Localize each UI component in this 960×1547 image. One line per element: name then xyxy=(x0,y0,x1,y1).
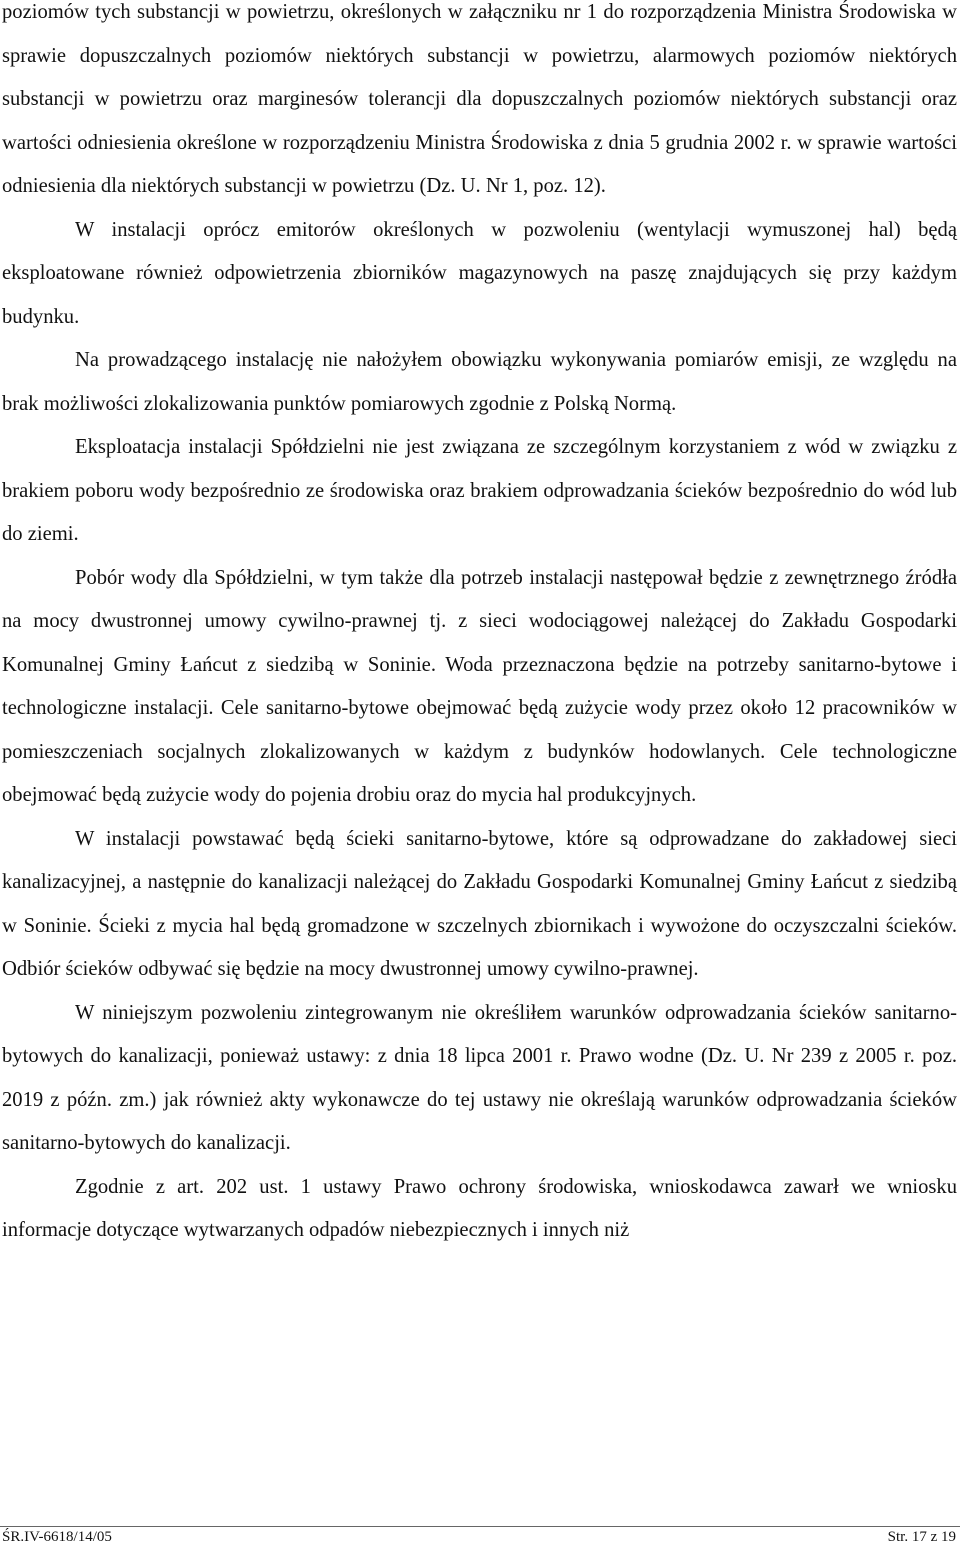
paragraph-8: Zgodnie z art. 202 ust. 1 ustawy Prawo ochrony środowiska, wnioskodawca zawarł we wniosku informacje dotyczące wytwarzanych odpadów niebezpiecznych i innych niż xyxy=(2,1175,957,1241)
footer-divider xyxy=(0,1526,960,1527)
document-body xyxy=(2,0,957,1253)
paragraph-3: Na prowadzącego instalację nie nałożyłem obowiązku wykonywania pomiarów emisji, ze względu na brak możliwości zlokalizowania punktów pomiarowych zgodnie z Polską Normą. xyxy=(2,349,957,415)
paragraph-7: W niniejszym pozwoleniu zintegrowanym nie określiłem warunków odprowadzania ścieków sanitarno-bytowych do kanalizacji, ponieważ ustawy: z dnia 18 lipca 2001 r. Prawo wodne (Dz. U. Nr 239 z 2005 r. poz. 2019 z późn. zm.) jak również akty wykonawcze do tej ustawy nie określają warunków odprowadzania ścieków sanitarno-bytowych do kanalizacji. xyxy=(2,1001,957,1154)
paragraph-4: Eksploatacja instalacji Spółdzielni nie jest związana ze szczególnym korzystaniem z wód w związku z brakiem poboru wody bezpośrednio ze środowiska oraz brakiem odprowadzania ścieków bezpośrednio do wód lub do ziemi. xyxy=(2,436,957,545)
paragraph-2: W instalacji oprócz emitorów określonych w pozwoleniu (wentylacji wymuszonej hal) będą eksploatowane również odpowietrzenia zbiorników magazynowych na paszę znajdujących się przy każdym budynku. xyxy=(2,218,957,328)
paragraph-1: poziomów tych substancji w powietrzu, określonych w załączniku nr 1 do rozporządzenia Ministra Środowiska w sprawie dopuszczalnych poziomów niektórych substancji w powietrzu, alarmowych poziomów niektórych substancji w powietrzu oraz marginesów tolerancji dla dopuszczalnych poziomów niektórych substancji oraz wartości odniesienia określone w rozporządzeniu Ministra Środowiska z dnia 5 grudnia 2002 r. w sprawie wartości odniesienia dla niektórych substancji w powietrzu (Dz. U. Nr 1, poz. 12). xyxy=(2,1,957,197)
footer-page-number: Str. 17 z 19 xyxy=(887,1529,956,1545)
paragraph-5: Pobór wody dla Spółdzielni, w tym także dla potrzeb instalacji następował będzie z zewnętrznego źródła na mocy dwustronnej umowy cywilno-prawnej tj. z sieci wodociągowej należącej do Zakładu Gospodarki Komunalnej Gminy Łańcut z siedzibą w Soninie. Woda przeznaczona będzie na potrzeby sanitarno-bytowe i technologiczne instalacji. Cele sanitarno-bytowe obejmować będą zużycie wody przez około 12 pracowników w pomieszczeniach socjalnych zlokalizowanych w każdym z budynków hodowlanych. Cele technologiczne obejmować będą zużycie wody do pojenia drobiu oraz do mycia hal produkcyjnych. xyxy=(2,566,957,806)
footer-reference: ŚR.IV-6618/14/05 xyxy=(2,1529,112,1545)
paragraph-6: W instalacji powstawać będą ścieki sanitarno-bytowe, które są odprowadzane do zakładowej sieci kanalizacyjnej, a następnie do kanalizacji należącej do Zakładu Gospodarki Komunalnej Gminy Łańcut z siedzibą w Soninie. Ścieki z mycia hal będą gromadzone w szczelnych zbiornikach i wywożone do oczyszczalni ścieków. Odbiór ścieków odbywać się będzie na mocy dwustronnej umowy cywilno-prawnej. xyxy=(2,827,957,980)
